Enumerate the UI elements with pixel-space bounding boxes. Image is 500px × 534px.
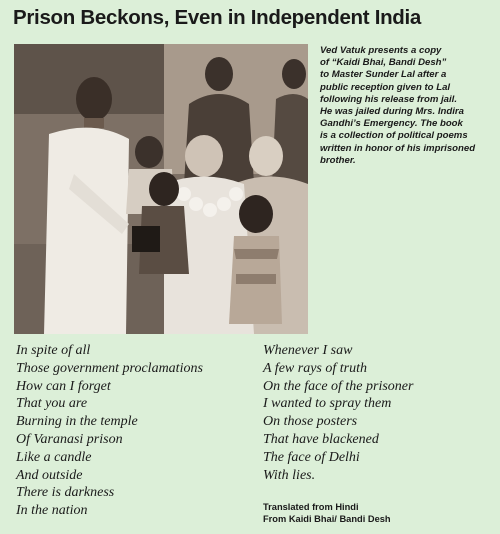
caption-line: brother.: [320, 154, 356, 166]
poem-line: The face of Delhi: [263, 449, 360, 465]
poem-line: Burning in the temple: [16, 414, 138, 430]
poem-left-column: [16, 342, 203, 520]
caption-line: to Master Sunder Lal after a: [320, 69, 447, 81]
poem-line: And outside: [16, 467, 83, 483]
caption-line: Ved Vatuk presents a copy: [320, 45, 442, 56]
poem-line: In the nation: [16, 503, 88, 519]
poem-line: That have blackened: [263, 431, 379, 447]
poem-line: With lies.: [263, 467, 316, 483]
poem-line: There is darkness: [16, 485, 115, 501]
translation-credit: [263, 502, 391, 525]
poem-line: A few rays of truth: [263, 360, 367, 376]
photo-caption: [320, 45, 496, 167]
poem-line: Whenever I saw: [263, 343, 353, 358]
caption-line: He was jailed during Mrs. Indira: [320, 106, 464, 118]
poem-line: Of Varanasi prison: [16, 431, 123, 447]
poem-line: I wanted to spray them: [263, 396, 392, 412]
caption-line: is a collection of political poems: [320, 130, 468, 142]
poem-line: On the face of the prisoner: [263, 378, 414, 394]
reception-photo: [14, 44, 308, 334]
credit-line: Translated from Hindi: [263, 502, 359, 512]
poem-line: In spite of all: [16, 343, 91, 358]
reception-photo-illustration: [14, 44, 308, 334]
article-title: Prison Beckons, Even in Independent India: [13, 6, 422, 29]
poem-line: On those posters: [263, 414, 358, 430]
credit-line: From Kaidi Bhai/ Bandi Desh: [263, 513, 391, 524]
poem-line: Those government proclamations: [16, 360, 203, 376]
poem-line: Like a candle: [16, 449, 92, 465]
poem-line: How can I forget: [16, 378, 111, 394]
caption-line: written in honor of his imprisoned: [320, 142, 476, 154]
poem-right-column: [263, 342, 413, 484]
caption-line: following his release from jail.: [320, 93, 458, 105]
poem-line: That you are: [16, 396, 88, 412]
caption-line: Gandhi’s Emergency. The book: [320, 118, 463, 130]
caption-line: public reception given to Lal: [320, 81, 451, 93]
caption-line: of “Kaidi Bhai, Bandi Desh”: [320, 57, 447, 69]
